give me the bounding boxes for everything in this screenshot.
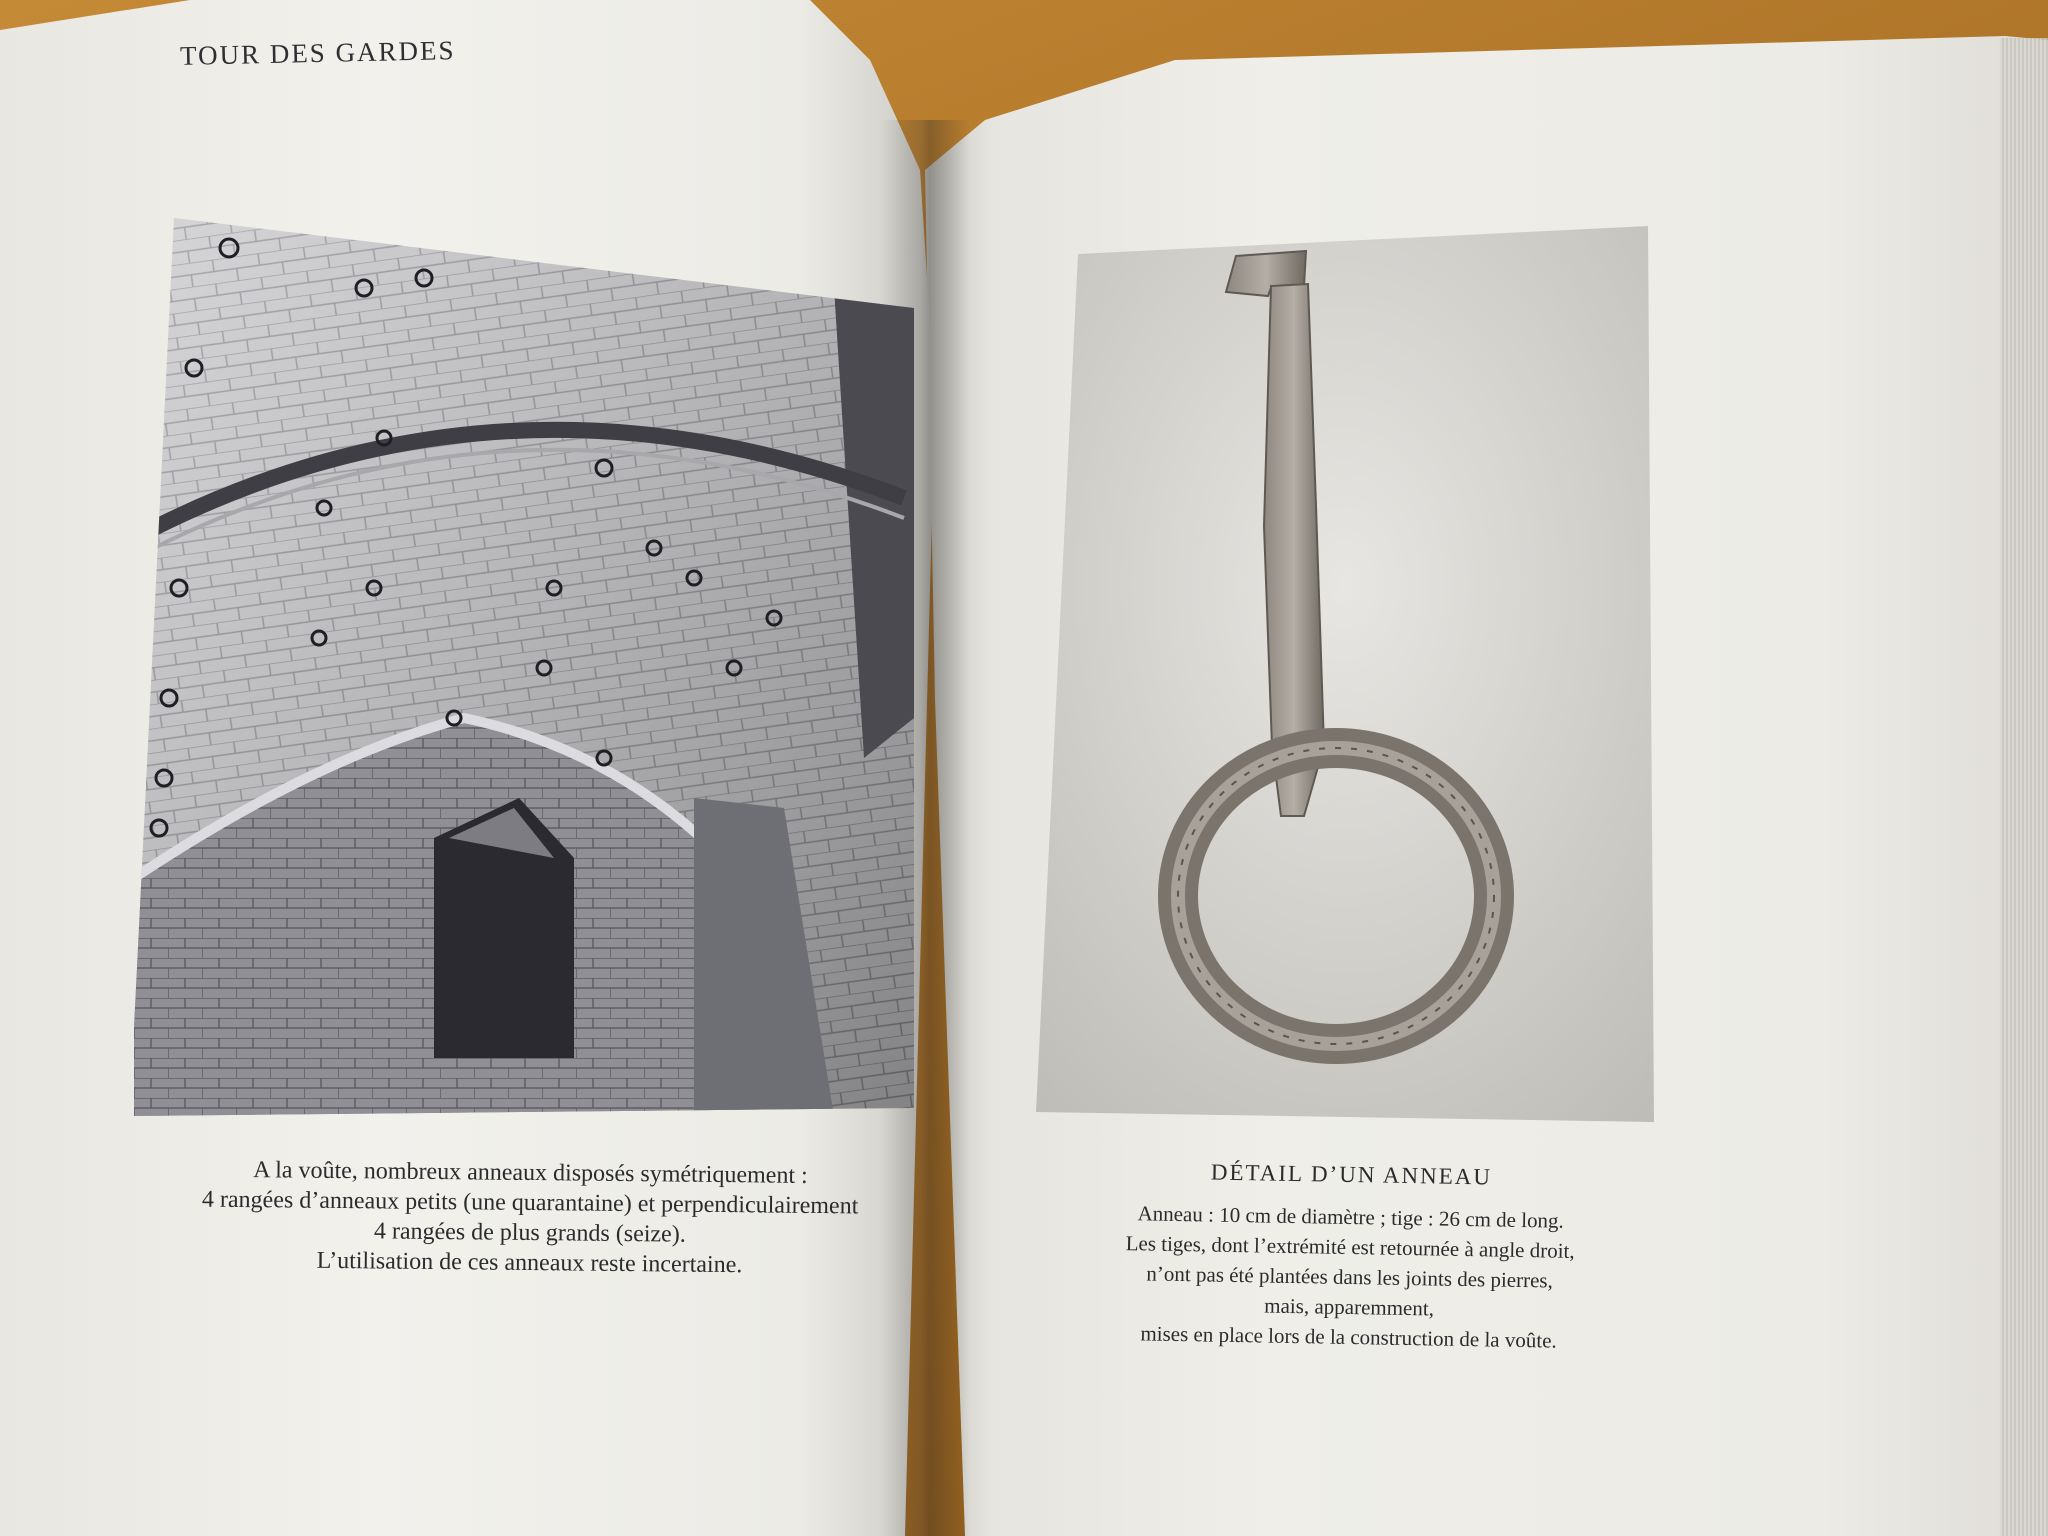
ring-caption-line: mises en place lors de la construction de la voûte. (1140, 1321, 1557, 1353)
page-edges (2000, 38, 2048, 1536)
vault-caption (169, 1154, 890, 1282)
vault-caption-line: 4 rangées de plus grands (seize). (373, 1218, 686, 1248)
ring-caption-line: Anneau : 10 cm de diamètre ; tige : 26 cm de long. (1137, 1201, 1565, 1233)
vault-caption-line: A la voûte, nombreux anneaux disposés symétriquement : (253, 1157, 808, 1189)
ring-caption-body (1028, 1196, 1671, 1357)
vault-caption-line: 4 rangées d’anneaux petits (une quarantaine) et perpendiculairement (201, 1186, 859, 1220)
vault-caption-line: L’utilisation de ces anneaux reste incertaine. (316, 1247, 743, 1279)
ring-caption-line: Les tiges, dont l’extrémité est retournée à angle droit, (1125, 1231, 1575, 1263)
ring-caption (1028, 1156, 1671, 1357)
vault-photo-image (134, 198, 914, 1116)
running-head: TOUR DES GARDES (179, 35, 456, 71)
ring-caption-line: mais, apparemment, (1264, 1293, 1435, 1321)
ring-caption-line: n’ont pas été plantées dans les joints des pierres, (1146, 1261, 1554, 1293)
vault-photograph (134, 198, 914, 1116)
ring-photograph (1036, 226, 1654, 1122)
ring-caption-title: DÉTAIL D’UN ANNEAU (1210, 1159, 1493, 1190)
ring-photo-image (1036, 226, 1654, 1122)
